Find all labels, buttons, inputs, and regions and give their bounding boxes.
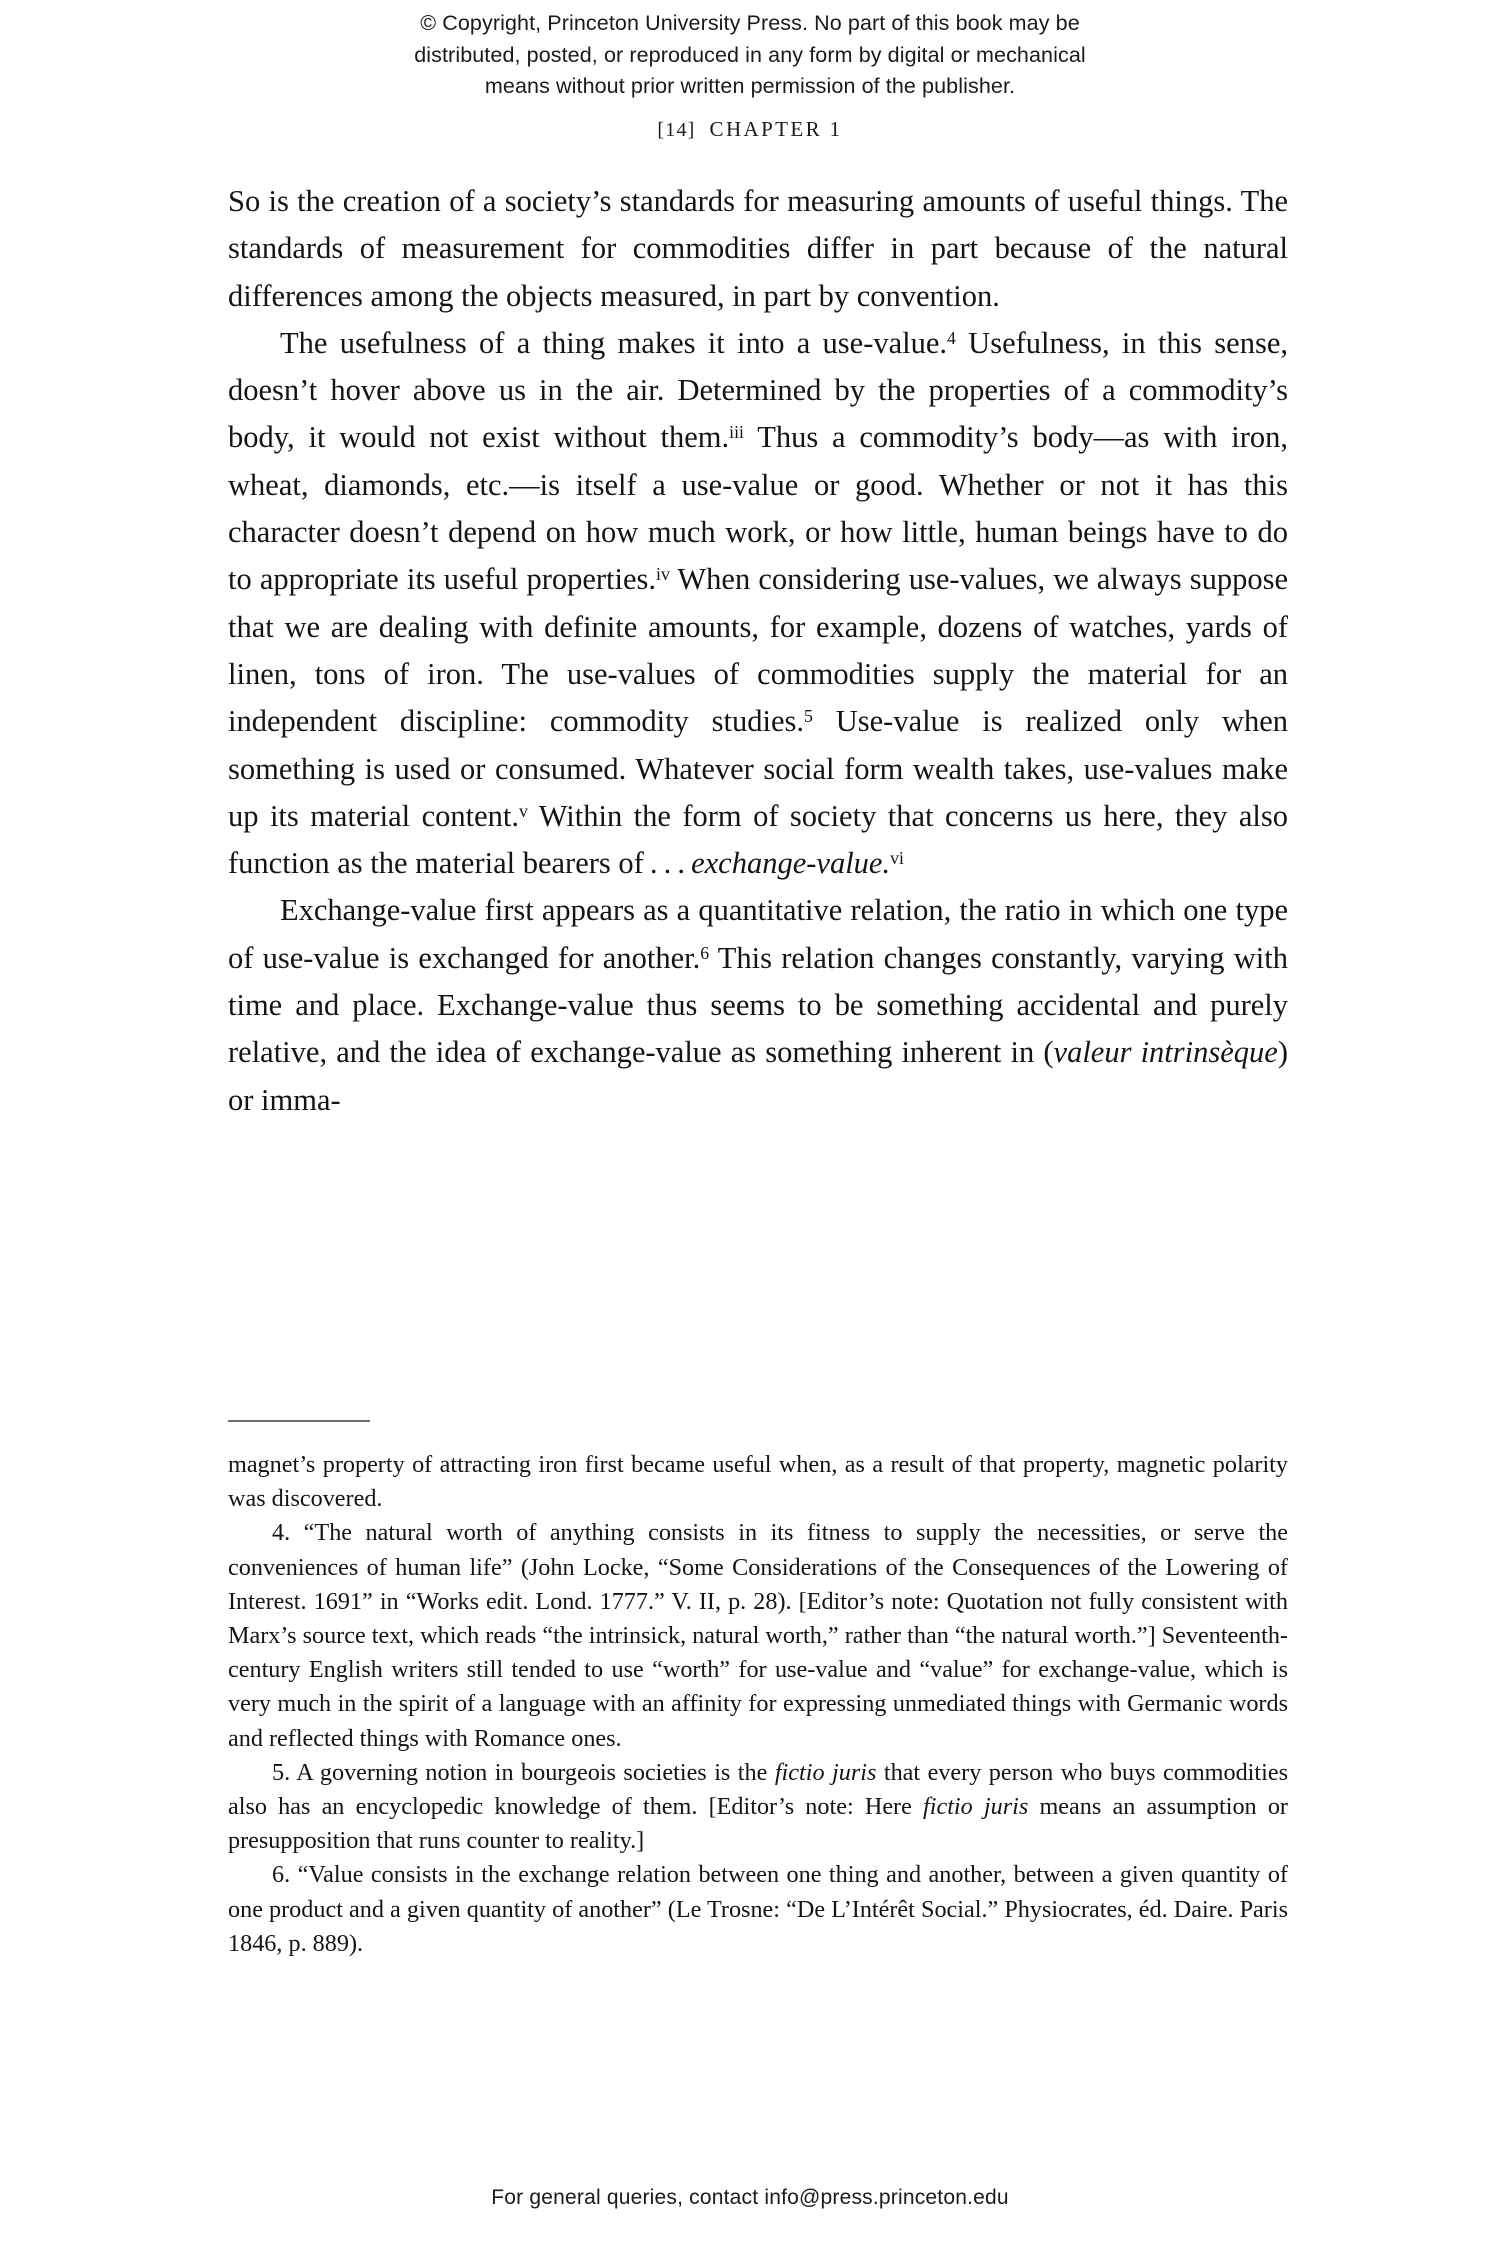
p2-segment-1: The usefulness of a thing makes it into a use-value. bbox=[280, 325, 948, 360]
p2-segment-5: Use-value is realized only when something is used or consumed. Whatever social form wealth takes, use-values make up its material content. bbox=[228, 704, 1289, 833]
general-queries-watermark: For general queries, contact info@press.princeton.edu bbox=[491, 2186, 1009, 2209]
p3-segment-1: Exchange-value first appears as a quantitative relation, the ratio in which one type of use-value is exchanged for another. bbox=[228, 893, 1288, 975]
chapter-label: CHAPTER 1 bbox=[709, 117, 843, 141]
footnote-ref-v: v bbox=[518, 800, 528, 821]
body-paragraph-3 bbox=[228, 887, 1288, 1123]
footnote-5-segment-1: 5. A governing notion in bourgeois societies is the bbox=[272, 1758, 775, 1786]
footnote-ref-iii: iii bbox=[729, 422, 744, 443]
footnote-ref-6: 6 bbox=[700, 942, 710, 963]
footnote-5-italic-2: fictio juris bbox=[923, 1793, 1029, 1821]
footnote-ref-5: 5 bbox=[804, 706, 813, 727]
footnote-5-segment-2: that every person who buys commodities also has an encyclopedic knowledge of them. [Editor’s note: Here bbox=[228, 1758, 1288, 1821]
p2-segment-3: Thus a commodity’s body—as with iron, wheat, diamonds, etc.—is itself a use-value or good. Whether or not it has this character doesn’t depend on how much work, or how little, human beings have to do to appropriate its useful properties. bbox=[228, 420, 1289, 597]
footnote-continuation bbox=[228, 1448, 1288, 1516]
footnote-separator-rule bbox=[228, 1420, 370, 1422]
copyright-watermark bbox=[0, 8, 1500, 103]
p3-segment-3: ) or imma- bbox=[228, 1035, 1288, 1117]
copyright-line-3: means without prior written permission of the publisher. bbox=[484, 74, 1016, 99]
p2-segment-2: Usefulness, in this sense, doesn’t hover above us in the air. Determined by the properties of a commodity’s body, it would not exist without them. bbox=[228, 325, 1288, 455]
footnote-5 bbox=[228, 1756, 1288, 1859]
running-head bbox=[0, 117, 1500, 142]
page-text-block bbox=[228, 178, 1288, 1124]
copyright-line-2: distributed, posted, or reproduced in any form by digital or mechanical bbox=[414, 42, 1086, 67]
footnote-ref-iv: iv bbox=[656, 564, 670, 585]
paragraph-1-text: So is the creation of a society’s standards for measuring amounts of useful things. The standards of measurement for commodities differ in part because of the natural differences among the objects measured, in part by convention. bbox=[228, 184, 1288, 313]
footnote-ref-4: 4 bbox=[947, 327, 956, 348]
body-paragraph-2 bbox=[228, 320, 1288, 888]
page-folio: [14] bbox=[657, 119, 696, 141]
footnote-5-segment-3: means an assumption or presupposition that runs counter to reality.] bbox=[228, 1793, 1288, 1855]
footnote-6-text: 6. “Value consists in the exchange relation between one thing and another, between a given quantity of one product and a given quantity of another” (Le Trosne: “De L’Intérêt Social.” Physiocrates, éd. Daire. Paris 1846, p. 889). bbox=[228, 1861, 1288, 1957]
footnote-continuation-text: magnet’s property of attracting iron first became useful when, as a result of that property, magnetic polarity was discovered. bbox=[228, 1451, 1288, 1513]
p2-segment-6: Within the form of society that concerns us here, they also function as the material bearers of . . . bbox=[228, 798, 1288, 881]
body-paragraph-1 bbox=[228, 178, 1288, 320]
copyright-line-1: © Copyright, Princeton University Press. No part of this book may be bbox=[420, 11, 1080, 35]
p2-segment-4: When considering use-values, we always suppose that we are dealing with definite amounts, for example, dozens of watches, yards of linen, tons of iron. The use-values of commodities supply the material for an independent discipline: commodity studies. bbox=[228, 562, 1288, 739]
footnote-block bbox=[228, 1420, 1288, 1961]
footnote-4-text: 4. “The natural worth of anything consists in its fitness to supply the necessities, or serve the conveniences of human life” (John Locke, “Some Considerations of the Consequences of the Lowering of Interest. 1691” in “Works edit. Lond. 1777.” V. II, p. 28). [Editor’s note: Quotation not fully consistent with Marx’s source text, which reads “the intrinsick, natural worth,” rather than “the natural worth.”] Seventeenth-century English writers still tended to use “worth” for use-value and “value” for exchange-value, which is very much in the spirit of a language with an affinity for expressing unmediated things with Germanic words and reflected things with Romance ones. bbox=[228, 1519, 1288, 1752]
p3-italic-valeur-intrinseque: valeur intrinsèque bbox=[1053, 1035, 1278, 1070]
footnote-4 bbox=[228, 1516, 1288, 1755]
p2-italic-exchange-value: exchange-value. bbox=[691, 846, 891, 881]
p3-segment-2: This relation changes constantly, varying with time and place. Exchange-value thus seems to be something accidental and purely relative, and the idea of exchange-value as something inherent in ( bbox=[228, 940, 1288, 1070]
footnote-ref-vi: vi bbox=[890, 847, 904, 868]
footnote-6 bbox=[228, 1858, 1288, 1961]
footnote-5-italic-1: fictio juris bbox=[774, 1758, 877, 1786]
